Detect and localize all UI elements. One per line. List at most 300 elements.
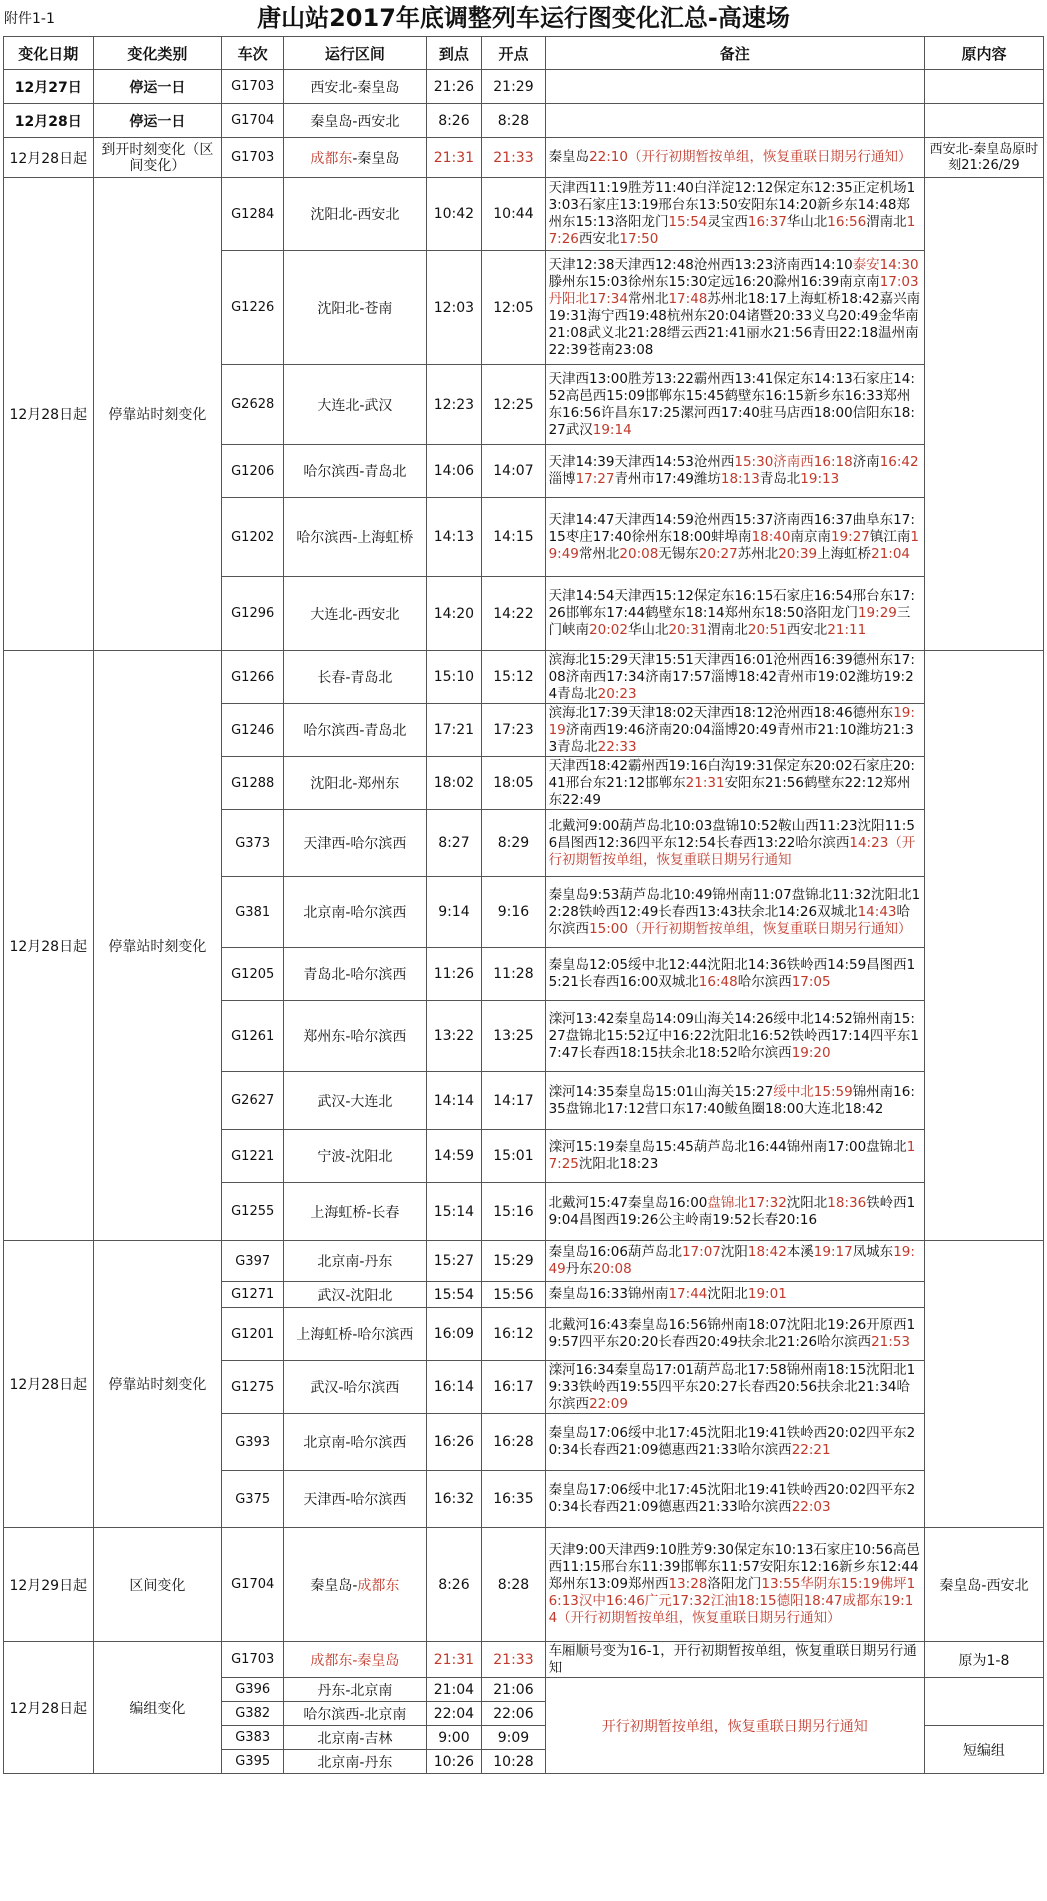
note-text-red: 22:10（开行初期暂按单组，恢复重联日期另行通知）: [589, 149, 912, 165]
cell-train: G1703: [222, 70, 284, 104]
cell-date: 12月29日起: [4, 1528, 94, 1642]
cell-train: G1284: [222, 178, 284, 251]
cell-arrive: 12:03: [426, 251, 482, 365]
cell-depart: 15:16: [482, 1183, 545, 1241]
cell-train: G1704: [222, 104, 284, 138]
cell-depart: 15:01: [482, 1130, 545, 1183]
note-text: 天津12:38天津西12:48沧州西13:23济南西14:10: [548, 256, 853, 273]
note-text-red: 盘锦北17:32: [707, 1194, 787, 1211]
note-text: 北戴河9:00葫芦岛北10:03盘锦10:52鞍山西11:23沈阳11:56昌图西12:36四平东12:54长春西13:22哈尔滨西: [548, 817, 915, 851]
cell-date: 12月28日起: [4, 651, 94, 1241]
cell-route: 西安北-秦皇岛: [284, 70, 426, 104]
note-text: 沈阳北: [707, 1286, 748, 1302]
table-row: [4, 1642, 1044, 1678]
route-rest-part: 秦皇岛-: [310, 1577, 358, 1594]
note-text-red: 20:27: [698, 545, 738, 562]
cell-train: G393: [222, 1414, 284, 1471]
cell-train: G375: [222, 1471, 284, 1528]
cell-note: [545, 1308, 924, 1361]
note-text: 三门峡南: [548, 605, 911, 638]
note-text-red: 19:49: [548, 528, 919, 562]
note-text: 华山北: [627, 622, 669, 638]
note-text-red: 15:00（开行初期暂按单组，恢复重联日期另行通知）: [589, 920, 912, 937]
note-text: 哈尔滨西: [737, 974, 792, 990]
table-row: [4, 104, 1044, 138]
note-text: 济南: [852, 454, 880, 470]
cell-arrive: 18:02: [426, 757, 482, 810]
cell-train: G1704: [222, 1528, 284, 1642]
note-text: 滦河16:34秦皇岛17:01葫芦岛北17:58锦州南18:15沈阳北19:33铁岭西19:55四平东20:27长春西20:56扶余北21:34哈尔滨西: [548, 1361, 916, 1412]
cell-note: [545, 498, 924, 577]
cell-depart: 12:25: [482, 365, 545, 445]
header-arrive: 到点: [426, 37, 482, 70]
note-text: 秦皇岛12:05绥中北12:44沈阳北14:36铁岭西14:59昌图西15:21长春西16:00双城北: [548, 957, 916, 990]
cell-train: G1246: [222, 704, 284, 757]
header-category: 变化类别: [93, 37, 222, 70]
table-row: [4, 178, 1044, 251]
cell-route: [284, 138, 426, 178]
note-text-red: 21:11: [827, 622, 867, 638]
cell-depart: 15:12: [482, 651, 545, 704]
cell-route: 沈阳北-苍南: [284, 251, 426, 365]
note-text: 天津14:39天津西14:53沧州西: [548, 454, 735, 470]
note-text: 青岛北: [759, 471, 801, 487]
cell-note: [545, 1241, 924, 1282]
note-text: 滕州东15:03徐州东15:30定远16:20滁州16:39南京南: [548, 273, 880, 290]
cell-route: 沈阳北-西安北: [284, 178, 426, 251]
note-text-red: 19:27: [830, 528, 870, 545]
cell-depart: 22:06: [482, 1702, 545, 1726]
cell-arrive: 15:14: [426, 1183, 482, 1241]
cell-arrive: 14:06: [426, 445, 482, 498]
cell-depart: 11:28: [482, 948, 545, 1001]
cell-route: 青岛北-哈尔滨西: [284, 948, 426, 1001]
cell-arrive: 14:14: [426, 1072, 482, 1130]
table-row: [4, 651, 1044, 704]
note-text: 天津14:54天津西15:12保定东16:15石家庄16:54邢台东17:26邯郸东17:44鹤壁东18:14郑州东18:50洛阳龙门: [548, 588, 915, 621]
note-text: 沈阳北18:23: [578, 1156, 659, 1172]
cell-depart: 14:07: [482, 445, 545, 498]
cell-route: 秦皇岛-西安北: [284, 104, 426, 138]
cell-date: 12月28日: [4, 104, 94, 138]
cell-depart: 17:23: [482, 704, 545, 757]
cell-train: G1296: [222, 577, 284, 651]
cell-note: 开行初期暂按单组，恢复重联日期另行通知: [545, 1678, 924, 1774]
cell-depart: 13:25: [482, 1001, 545, 1072]
cell-depart: 9:09: [482, 1726, 545, 1750]
cell-arrive: 8:26: [426, 104, 482, 138]
cell-depart: 16:17: [482, 1361, 545, 1414]
note-text: 西安北: [786, 622, 828, 638]
note-text: 天津西18:42霸州西19:16白沟19:31保定东20:02石家庄20:41邢台东21:12邯郸东: [548, 757, 915, 791]
note-text: 天津9:00天津西9:10胜芳9:30保定东10:13石家庄10:56高邑西11:15邢台东11:39邯郸东11:57安阳东12:16新乡东12:44郑州东13:09郑州西: [548, 1542, 920, 1592]
header-route: 运行区间: [284, 37, 426, 70]
note-text-red: 19:14: [592, 421, 632, 438]
note-text-red: 22:09: [589, 1395, 628, 1412]
note-text: 秦皇岛16:06葫芦岛北: [548, 1244, 682, 1260]
cell-arrive: 21:31: [426, 138, 482, 178]
cell-train: G1205: [222, 948, 284, 1001]
cell-route: 郑州东-哈尔滨西: [284, 1001, 426, 1072]
cell-original: 原为1-8: [924, 1642, 1043, 1678]
cell-category: 停运一日: [93, 70, 222, 104]
cell-train: G383: [222, 1726, 284, 1750]
cell-note: [545, 178, 924, 251]
cell-date: 12月28日起: [4, 1642, 94, 1774]
note-text-red: 19:20: [791, 1044, 831, 1061]
note-text: 济南西19:46济南20:04淄博20:49青州市21:10潍坊21:33青岛北: [548, 721, 914, 755]
cell-note: [545, 1183, 924, 1241]
cell-arrive: 17:21: [426, 704, 482, 757]
cell-route: 上海虹桥-哈尔滨西: [284, 1308, 426, 1361]
note-text-red: 22:21: [791, 1442, 831, 1458]
cell-arrive: 9:00: [426, 1726, 482, 1750]
cell-arrive: 8:26: [426, 1528, 482, 1642]
page-title: 唐山站2017年底调整列车运行图变化汇总-高速场: [257, 4, 790, 32]
note-text-red: 14:23（开行初期暂按单组，恢复重联日期另行通知: [548, 834, 916, 868]
cell-original: [924, 651, 1043, 1241]
cell-train: G382: [222, 1702, 284, 1726]
note-text-red: 20:39: [778, 545, 818, 562]
cell-original: [924, 104, 1043, 138]
cell-note: [545, 704, 924, 757]
note-text: 凤城东: [852, 1244, 894, 1260]
cell-arrive: 13:22: [426, 1001, 482, 1072]
cell-train: G397: [222, 1241, 284, 1282]
cell-category: 停靠站时刻变化: [93, 178, 222, 651]
cell-original: 西安北-秦皇岛原时刻21:26/29: [924, 138, 1043, 178]
cell-date: 12月28日起: [4, 178, 94, 651]
cell-note: [545, 810, 924, 877]
cell-depart: 21:33: [482, 1642, 545, 1678]
schedule-table: [3, 36, 1044, 1774]
note-text-red: 16:56: [827, 214, 867, 230]
cell-train: G1221: [222, 1130, 284, 1183]
table-row: [4, 1528, 1044, 1642]
cell-original: [924, 1241, 1043, 1528]
cell-route: 大连北-西安北: [284, 577, 426, 651]
cell-arrive: 14:20: [426, 577, 482, 651]
cell-note: [545, 577, 924, 651]
note-text: 安阳东21:56鹤壁东22:12郑州东22:49: [548, 774, 911, 808]
route-rest-part: -秦皇岛: [352, 150, 400, 167]
note-text: 本溪: [786, 1244, 814, 1260]
cell-original: [924, 178, 1043, 651]
note-text-red: 19:19: [548, 704, 915, 738]
cell-route: 大连北-武汉: [284, 365, 426, 445]
note-text: 锦州南16:35盘锦北17:12营口东17:40鲅鱼圈18:00大连北18:42: [548, 1083, 915, 1117]
cell-arrive: 9:14: [426, 877, 482, 948]
cell-depart: 21:06: [482, 1678, 545, 1702]
note-text-red: 15:54: [668, 214, 708, 230]
note-text-red: 22:03: [791, 1499, 831, 1515]
cell-route: 长春-青岛北: [284, 651, 426, 704]
cell-note: [545, 1414, 924, 1471]
cell-train: G1288: [222, 757, 284, 810]
route-red-part: 成都东: [357, 1577, 400, 1594]
note-text-red: 20:08: [619, 545, 659, 562]
note-text-red: 19:01: [747, 1286, 787, 1302]
cell-train: G1266: [222, 651, 284, 704]
note-text: 西安北: [578, 231, 620, 247]
cell-arrive: 15:54: [426, 1282, 482, 1308]
cell-category: 编组变化: [93, 1642, 222, 1774]
cell-depart: 15:56: [482, 1282, 545, 1308]
note-text: 天津14:47天津西14:59沧州西15:37济南西16:37曲阜东17:15枣庄17:40徐州东18:00蚌埠南: [548, 511, 915, 545]
cell-depart: 8:28: [482, 1528, 545, 1642]
note-text-red: 18:36: [827, 1194, 867, 1211]
note-text-red: 绥中北15:59: [773, 1083, 853, 1100]
note-text-red: 18:40: [751, 528, 791, 545]
cell-arrive: 12:23: [426, 365, 482, 445]
cell-depart: 14:15: [482, 498, 545, 577]
cell-note: [545, 104, 924, 138]
note-text: 秦皇岛17:06绥中北17:45沈阳北19:41铁岭西20:02四平东20:34长春西21:09德惠西21:33哈尔滨西: [548, 1482, 916, 1515]
cell-arrive: 11:26: [426, 948, 482, 1001]
cell-route: 哈尔滨西-青岛北: [284, 445, 426, 498]
cell-train: G1202: [222, 498, 284, 577]
note-text-red: 13:55华阴东15:19佛坪16:13汉中16:46广元17:32江油18:15德阳18:47成都东19:14（开行初期暂按单组，恢复重联日期另行通知）: [548, 1576, 916, 1626]
cell-note: [545, 948, 924, 1001]
cell-note: [545, 877, 924, 948]
cell-arrive: 15:27: [426, 1241, 482, 1282]
cell-depart: 16:28: [482, 1414, 545, 1471]
cell-depart: 10:28: [482, 1750, 545, 1774]
cell-arrive: 10:42: [426, 178, 482, 251]
cell-depart: 14:22: [482, 577, 545, 651]
cell-depart: 21:33: [482, 138, 545, 178]
cell-route: 哈尔滨西-青岛北: [284, 704, 426, 757]
note-text-red: 20:31: [668, 622, 708, 638]
note-text-red: 17:05: [791, 974, 831, 990]
note-text-red: 16:48: [698, 974, 738, 990]
note-text: 滦河13:42秦皇岛14:09山海关14:26绥中北14:52锦州南15:27盘锦北15:52辽中16:22沈阳北16:52铁岭西17:14四平东17:47长春西18:15扶余北18:52哈尔滨西: [548, 1010, 919, 1061]
note-text: 北戴河16:43秦皇岛16:56锦州南18:07沈阳北19:26开原西19:57四平东20:20长春西20:49扶余北21:26哈尔滨西: [548, 1317, 916, 1350]
cell-original: 短编组: [924, 1726, 1043, 1774]
cell-train: G1271: [222, 1282, 284, 1308]
attachment-label: 附件1-1: [4, 11, 55, 27]
cell-route: 北京南-丹东: [284, 1241, 426, 1282]
note-text: 常州北: [627, 290, 669, 307]
note-text: 沈阳北: [786, 1194, 828, 1211]
header-train: 车次: [222, 37, 284, 70]
note-text: 洛阳龙门: [707, 1576, 762, 1592]
cell-date: 12月27日: [4, 70, 94, 104]
cell-note: [545, 365, 924, 445]
note-text: 常州北: [578, 545, 620, 562]
cell-train: G1261: [222, 1001, 284, 1072]
cell-depart: 16:35: [482, 1471, 545, 1528]
cell-date: 12月28日起: [4, 1241, 94, 1528]
header-note: 备注: [545, 37, 924, 70]
cell-date: 12月28日起: [4, 138, 94, 178]
note-text: 天津西11:19胜芳11:40白洋淀12:12保定东12:35正定机场13:03石家庄13:19邢台东13:50安阳东14:20新乡东14:48郑州东15:13洛阳龙门: [548, 180, 916, 230]
note-text-red: 21:31: [685, 774, 725, 791]
cell-depart: 8:29: [482, 810, 545, 877]
note-text: 无锡东: [658, 545, 699, 562]
note-text: 灵宝西: [707, 214, 748, 230]
note-text-red: 19:17: [813, 1244, 853, 1260]
cell-note: [545, 1361, 924, 1414]
note-text: 滨海北17:39天津18:02天津西18:12沧州西18:46德州东: [548, 704, 894, 721]
cell-arrive: 16:09: [426, 1308, 482, 1361]
cell-train: G373: [222, 810, 284, 877]
cell-depart: 18:05: [482, 757, 545, 810]
cell-train: G2627: [222, 1072, 284, 1130]
note-text-red: 17:27: [575, 471, 615, 487]
note-text-red: 17:50: [619, 231, 659, 247]
note-text-red: 15:30济南西16:18: [734, 454, 853, 470]
cell-route: 天津西-哈尔滨西: [284, 810, 426, 877]
note-text: 秦皇岛9:53葫芦岛北10:49锦州南11:07盘锦北11:32沈阳北12:28铁岭西12:49长春西13:43扶余北14:26双城北: [548, 886, 921, 920]
note-text: 青州市17:49潍坊: [614, 471, 721, 487]
note-text-red: 17:25: [548, 1139, 916, 1172]
cell-route: 宁波-沈阳北: [284, 1130, 426, 1183]
cell-depart: 12:05: [482, 251, 545, 365]
header-depart: 开点: [482, 37, 545, 70]
note-text: 北戴河15:47秦皇岛16:00: [548, 1194, 708, 1211]
table-row: [4, 70, 1044, 104]
cell-category: 停靠站时刻变化: [93, 651, 222, 1241]
table-row: [4, 1241, 1044, 1282]
cell-depart: 16:12: [482, 1308, 545, 1361]
cell-train: G396: [222, 1678, 284, 1702]
cell-route: 北京南-丹东: [284, 1750, 426, 1774]
cell-original: [924, 1678, 1043, 1726]
cell-route: 北京南-吉林: [284, 1726, 426, 1750]
cell-route: [284, 1528, 426, 1642]
header-original: 原内容: [924, 37, 1043, 70]
note-text: 滦河14:35秦皇岛15:01山海关15:27: [548, 1083, 774, 1100]
table-row: [4, 138, 1044, 178]
cell-note: [545, 1001, 924, 1072]
note-text: 秦皇岛17:06绥中北17:45沈阳北19:41铁岭西20:02四平东20:34长春西21:09德惠西21:33哈尔滨西: [548, 1425, 916, 1458]
note-text-red: 16:37: [747, 214, 787, 230]
note-text-red: 18:13: [720, 471, 760, 487]
cell-original: [924, 70, 1043, 104]
cell-depart: 14:17: [482, 1072, 545, 1130]
cell-category: 区间变化: [93, 1528, 222, 1642]
cell-category: 停运一日: [93, 104, 222, 138]
cell-arrive: 8:27: [426, 810, 482, 877]
cell-note: [545, 445, 924, 498]
note-text-red: 21:53: [871, 1334, 910, 1350]
cell-train: G1703: [222, 138, 284, 178]
note-text: 秦皇岛: [548, 149, 590, 165]
note-text: 哈尔滨西: [548, 903, 910, 937]
note-text-red: 19:49: [548, 1244, 915, 1277]
note-text-red: 20:02: [589, 622, 628, 638]
cell-route: 武汉-大连北: [284, 1072, 426, 1130]
cell-note: [545, 70, 924, 104]
header-row: [4, 37, 1044, 70]
cell-route: 武汉-哈尔滨西: [284, 1361, 426, 1414]
cell-train: G1255: [222, 1183, 284, 1241]
cell-route: 天津西-哈尔滨西: [284, 1471, 426, 1528]
cell-train: G381: [222, 877, 284, 948]
cell-category: 到开时刻变化（区间变化）: [93, 138, 222, 178]
cell-note: [545, 1072, 924, 1130]
cell-route: 哈尔滨西-上海虹桥: [284, 498, 426, 577]
cell-category: 停靠站时刻变化: [93, 1241, 222, 1528]
note-text-red: 17:03丹阳北17:34: [548, 273, 919, 307]
cell-original: 秦皇岛-西安北: [924, 1528, 1043, 1642]
note-text-red: 17:44: [668, 1286, 708, 1302]
route-red-part: 成都东: [310, 150, 353, 167]
note-text-red: 20:08: [592, 1261, 632, 1277]
cell-depart: 8:28: [482, 104, 545, 138]
cell-note: [545, 251, 924, 365]
note-text: 苏州北: [737, 545, 779, 562]
note-text: 镇江南: [869, 528, 911, 545]
cell-arrive: 10:26: [426, 1750, 482, 1774]
cell-train: G1275: [222, 1361, 284, 1414]
note-text: 苏州北18:17上海虹桥18:42嘉兴南19:31海宁西19:48杭州东20:04诸暨20:33义乌20:49金华南21:08武义北21:28缙云西21:41丽水21:56青田22:18温州南22:39苍南23:08: [548, 290, 921, 358]
cell-arrive: 16:32: [426, 1471, 482, 1528]
cell-route: 北京南-哈尔滨西: [284, 877, 426, 948]
cell-train: G1206: [222, 445, 284, 498]
cell-train: G1703: [222, 1642, 284, 1678]
note-text-red: 17:48: [668, 290, 708, 307]
cell-route: 丹东-北京南: [284, 1678, 426, 1702]
note-text: 渭南北: [707, 622, 748, 638]
note-text: 淄博: [548, 471, 576, 487]
note-text: 铁岭西19:04昌图西19:26公主岭南19:52长春20:16: [548, 1194, 916, 1228]
cell-note: [545, 138, 924, 178]
cell-train: G1226: [222, 251, 284, 365]
note-text: 沈阳: [720, 1244, 748, 1260]
note-text-red: 20:51: [747, 622, 787, 638]
cell-arrive: 14:59: [426, 1130, 482, 1183]
cell-note: [545, 757, 924, 810]
note-text: 天津西13:00胜芳13:22霸州西13:41保定东14:13石家庄14:52高邑西15:09邯郸东15:45鹤壁东16:15新乡东16:33郑州东16:56许昌东17:25漯河西17:40驻马店西18:00信阳东18:27武汉: [548, 370, 915, 438]
header-date: 变化日期: [4, 37, 94, 70]
note-text: 秦皇岛16:33锦州南: [548, 1286, 669, 1302]
note-text-red: 19:13: [800, 471, 840, 487]
cell-note: [545, 1282, 924, 1308]
note-text: 渭南北: [866, 214, 907, 230]
note-text: 滨海北15:29天津15:51天津西16:01沧州西16:39德州东17:08济南西17:34济南17:57淄博18:42青州市19:02潍坊19:24青岛北: [548, 651, 915, 702]
cell-arrive: 22:04: [426, 1702, 482, 1726]
cell-note: [545, 1528, 924, 1642]
cell-train: G2628: [222, 365, 284, 445]
cell-depart: 15:29: [482, 1241, 545, 1282]
note-text-red: 14:43: [857, 903, 897, 920]
cell-route: 沈阳北-郑州东: [284, 757, 426, 810]
note-text-red: 20:23: [597, 685, 637, 702]
cell-note: 车厢顺号变为16-1，开行初期暂按单组，恢复重联日期另行通知: [545, 1642, 924, 1678]
cell-route: 上海虹桥-长春: [284, 1183, 426, 1241]
cell-note: [545, 1130, 924, 1183]
cell-route: 武汉-沈阳北: [284, 1282, 426, 1308]
note-text-red: 泰安14:30: [852, 256, 919, 273]
cell-train: G395: [222, 1750, 284, 1774]
cell-arrive: 16:14: [426, 1361, 482, 1414]
cell-depart: 21:29: [482, 70, 545, 104]
cell-note: [545, 1471, 924, 1528]
cell-note: [545, 651, 924, 704]
cell-arrive: 21:04: [426, 1678, 482, 1702]
note-text-red: 17:26: [548, 214, 916, 247]
cell-arrive: 21:26: [426, 70, 482, 104]
cell-arrive: 14:13: [426, 498, 482, 577]
note-text: 南京南: [790, 528, 831, 545]
note-text: 华山北: [786, 214, 828, 230]
note-text-red: 18:42: [747, 1244, 787, 1260]
cell-route: 成都东-秦皇岛: [284, 1642, 426, 1678]
note-text-red: 13:28: [668, 1576, 708, 1592]
cell-arrive: 16:26: [426, 1414, 482, 1471]
